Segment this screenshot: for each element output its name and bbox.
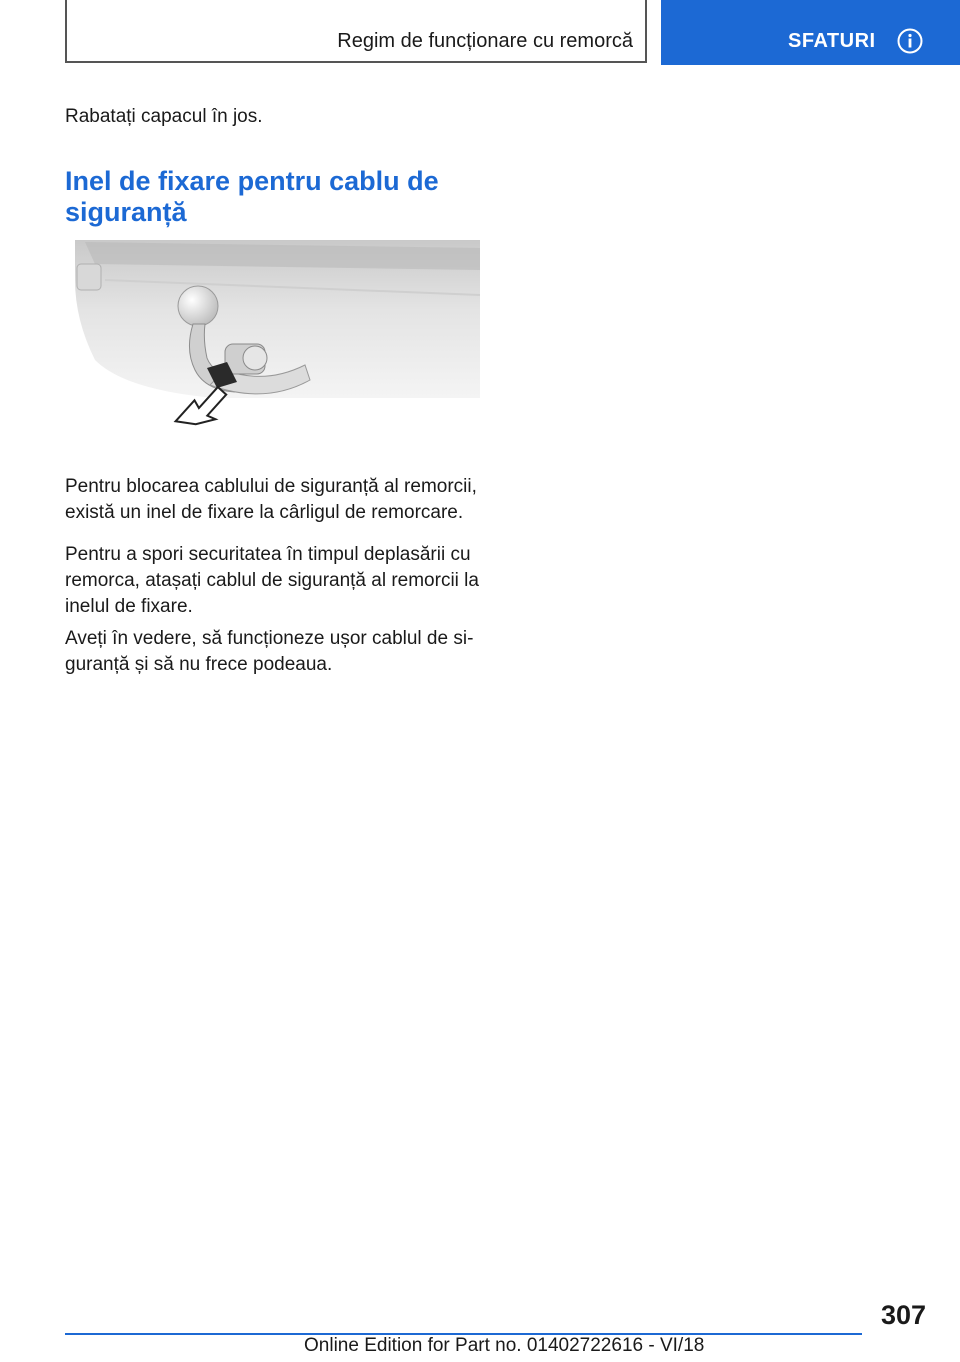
section-heading: Inel de fixare pentru cablu de siguranță <box>65 166 439 227</box>
page-number: 307 <box>880 1300 926 1330</box>
paragraph-1: Pentru blocarea cablului de siguranță al remorcii, există un inel de fixare la cârligul de remorcare. <box>65 476 477 523</box>
footer-edition-text: Online Edition for Part no. 01402722616 - VI/18 <box>304 1335 705 1356</box>
paragraph-3: Aveți în vedere, să funcționeze ușor cablul de siguranță și să nu frece podeaua. <box>65 628 474 675</box>
tab-label: SFATURI <box>788 30 876 52</box>
section-title: Regim de funcționare cu remorcă <box>337 30 633 52</box>
intro-text: Rabatați capacul în jos. <box>65 106 263 127</box>
tab-sfaturi[interactable] <box>661 0 960 65</box>
info-circle-icon[interactable] <box>897 28 923 54</box>
tow-hook-illustration <box>65 240 480 440</box>
header-section-box <box>65 0 647 63</box>
paragraph-2: Pentru a spori securitatea în timpul deplasării cu remorca, atașați cablul de siguranță al remorcii la inelul de fixare. <box>65 544 479 617</box>
